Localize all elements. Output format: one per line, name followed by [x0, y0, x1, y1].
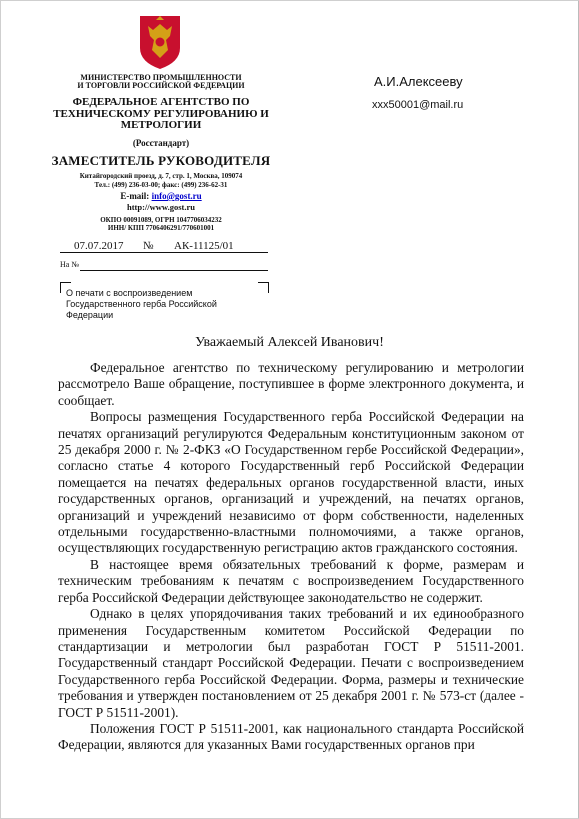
inn-kpp: ИНН/ КПП 7706406291/770601001 [107, 224, 215, 233]
greeting: Уважаемый Алексей Иванович! [195, 335, 384, 350]
recipient-name: А.И.Алексееву [374, 74, 463, 89]
position-title: ЗАМЕСТИТЕЛЬ РУКОВОДИТЕЛЯ [51, 153, 271, 168]
agency-email [28, 191, 294, 201]
coat-of-arms-icon [136, 14, 184, 70]
okpo-ogrn: ОКПО 00091089, ОГРН 1047706034232 [100, 216, 222, 224]
date-underline [60, 252, 268, 253]
paragraph: Положения ГОСТ Р 51511-2001, как национального стандарта Российской Федерации, являются для указанных Вами государственных органов при [58, 720, 524, 753]
letter-number: АК-11125/01 [174, 240, 234, 252]
email-label: E-mail: [120, 191, 150, 201]
postal-address: Китайгородский проезд, д. 7, стр. 1, Москва, 109074 [79, 172, 243, 180]
agency-line-3: МЕТРОЛОГИИ [120, 119, 202, 132]
reference-underline [80, 270, 268, 271]
subject-bracket-right [258, 282, 269, 293]
paragraph: Вопросы размещения Государственного герба Российской Федерации на печатях организаций регулируются Федеральным конституционным законом от 25 декабря 2000 г. № 2-ФКЗ «О Государственном гербе Российской Федерации», согласно статье 4 которого Государственный герб Российской Федерации помещается на печатях федеральных органов государственной власти, иных государственных органов, организаций и учреждений, на печатях органов, организаций и учреждений независимо от форм собственности, наделенных отдельными государственно-властными полномочиями, а также органов, осуществляющих государственную регистрацию актов гражданского состояния. [58, 409, 524, 556]
agency-website[interactable]: http://www.gost.ru [126, 202, 195, 212]
registration-codes [28, 216, 294, 232]
email-link[interactable]: info@gost.ru [151, 191, 202, 201]
paragraph: В настоящее время обязательных требований к форме, размерам и техническим требованиям к печатям с воспроизведением Государственного герба Российской Федерации действующее законодательство не содержит. [58, 556, 524, 605]
agency-name [28, 97, 294, 132]
agency-line-1: ФЕДЕРАЛЬНОЕ АГЕНТСТВО ПО [72, 96, 250, 108]
ministry-name [28, 74, 294, 91]
paragraph: Однако в целях упорядочивания таких требований и их единообразного применения Государственным комитетом Российской Федерации по стандартизации и метрологии был разработан ГОСТ Р 51511-2001. Государственный стандарт Российской Федерации. Печати с воспроизведением Государственного герба Российской Федерации. Форма, размеры и технические требования и утвержден постановлением от 25 декабря 2001 г. № 573-ст (далее - ГОСТ Р 51511-2001). [58, 606, 524, 720]
phone-fax: Тел.: (499) 236-03-00; факс: (499) 236-62-31 [94, 181, 228, 189]
reference-label: На № [60, 260, 79, 269]
ministry-line-2: И ТОРГОВЛИ РОССИЙСКОЙ ФЕДЕРАЦИИ [77, 81, 245, 91]
letter-body [58, 360, 524, 754]
letter-date: 07.07.2017 [74, 240, 124, 252]
agency-short-name: (Росстандарт) [132, 138, 190, 148]
recipient-email: xxx50001@mail.ru [372, 99, 464, 111]
letter-subject: О печати с воспроизведением Государственного герба Российской Федерации [66, 288, 217, 320]
number-label: № [143, 240, 154, 252]
agency-line-2: ТЕХНИЧЕСКОМУ РЕГУЛИРОВАНИЮ И [53, 107, 269, 120]
ministry-line-1: МИНИСТЕРСТВО ПРОМЫШЛЕННОСТИ [80, 73, 242, 82]
paragraph: Федеральное агентство по техническому регулированию и метрологии рассмотрело Ваше обращение, поступившее в форме электронного документа, и сообщает. [58, 360, 524, 408]
